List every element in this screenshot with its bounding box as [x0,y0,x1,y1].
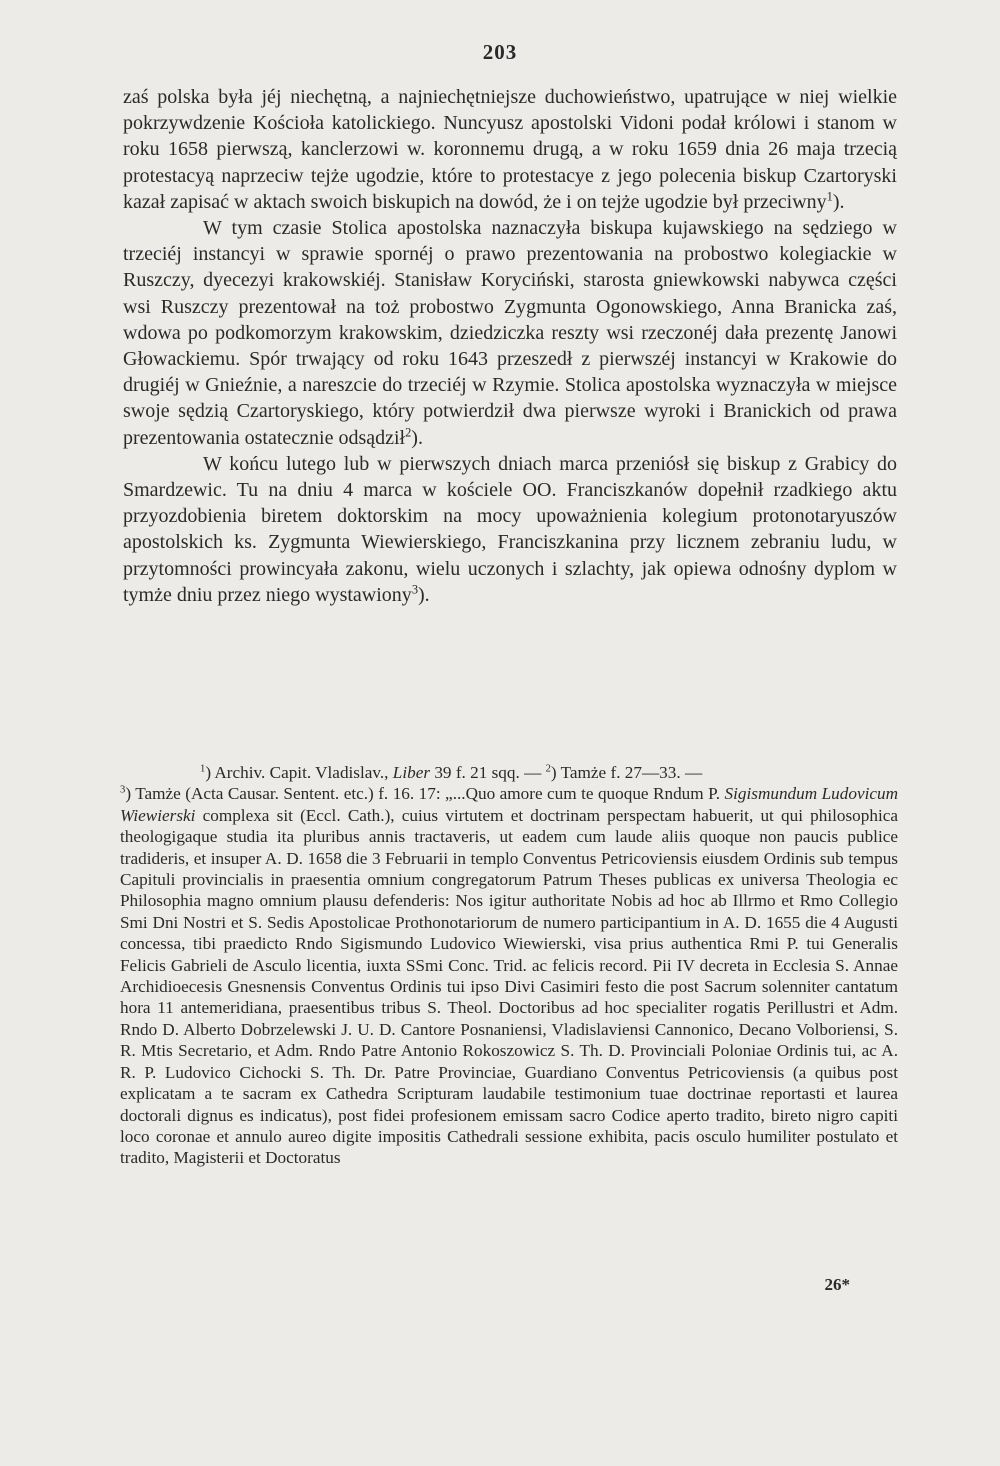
signature-mark: 26* [824,1275,850,1294]
footnote-ref-1[interactable]: 1 [826,189,833,204]
footnote-ref-2[interactable]: 2 [405,424,412,439]
footnote-text: ) Tamże (Acta Causar. Sentent. etc.) f. 16. 17: „...Quo amore cum te quoque Rndum P. [125,784,725,804]
footnote-mark-1: 1 [200,763,206,775]
paragraph-text: W tym czasie Stolica apostolska naznaczyła biskupa kujawskiego na sędziego w trzeciéj instancyi w sprawie spornéj o prawo prezentowania na probostwo kolegiackie w Ruszczy, dyecezyi krakowskiéj. Stanisław Koryciński, starosta gniewkowski nabywca części wsi Ruszczy prezentował na toż probostwo Zygmunta Ogonowskiego, Anna Branicka zaś, wdowa po podkomorzym krakowskim, dziedziczka reszty wsi rzeczonéj dała prezentę Janowi Głowackiemu. Spór trwający od roku 1643 przeszedł z pierwszéj instancyi w Krakowie do drugiéj w Gnieźnie, a nareszcie do trzeciéj w Rzymie. Stolica apostolska wyznaczyła w miejsce swoje sędzią Czartoryskiego, który potwierdził dwa pierwsze wyroki i Branickich od prawa prezentowania ostatecznie odsądził [123,217,897,449]
paragraph-text: W końcu lutego lub w pierwszych dniach marca przeniósł się biskup z Grabicy do Smardzewic. Tu na dniu 4 marca w kościele OO. Franciszkanów dopełnił rzadkiego aktu przyozdobienia biretem doktorskim na mocy upoważnienia kolegium protonotaryuszów apostolskich ks. Zygmunta Wiewierskiego, Franciszkanina przy licznem zebraniu ludu, w przytomności prowincyała zakonu, wielu uczonych i szlachty, jak opiewa odnośny dyplom w tymże dniu przez niego wystawiony [123,452,897,606]
footnote-mark-3: 3 [120,784,126,796]
paragraph-tail: ). [418,583,430,606]
paragraph-1 [123,84,897,215]
paragraph-text: zaś polska była jéj niechętną, a najniechętniejsze duchowieństwo, upatrujące w niej wielkie pokrzywdzenie Kościoła katolickiego. Nuncyusz apostolski Vidoni podał królowi i stanom w roku 1658 pierwszą, kanclerzowi w. koronnemu drugą, a w roku 1659 dnia 26 maja trzecią protestacyą naprzeciw tejże ugodzie, które to protestacye z jego polecenia biskup Czartoryski kazał zapisać w aktach swoich biskupich na dowód, że i on tejże ugodzie był przeciwny [123,86,897,213]
footnote-italic: Liber [392,763,431,782]
main-text [123,84,897,608]
footnote-text: ) Tamże f. 27—33. — [550,763,703,782]
page-number: 203 [482,40,518,64]
paragraph-3 [123,451,897,608]
footnote-text: ) Archiv. Capit. Vladislav., [205,763,393,782]
footnote-text: complexa sit (Eccl. Cath.), cuius virtutem et doctrinam perspectam habuerit, ut qui philosophica theologigaque studia ita pluribus annis tractaveris, ut eadem cum laude aliis quoque non paucis publice tradideris, et insuper A. D. 1658 die 3 Februarii in templo Conventus Petricoviensis eiusdem Ordinis sub tempus Capituli provincialis in praesentia omnium congregatorum Patrum Theses publicas ex universa Theologia ec Philosophia magno omnium plausu defenderis: Nos igitur authoritate Nobis ad hoc ab Illrmo et Rmo Collegio Smi Dni Nostri et S. Sedis Apostolicae Prothonotariorum de numero participantium in A. D. 1655 die 4 Augusti concessa, tibi praedicto Rndo Sigismundo Ludovico Wiewierski, visa prius authentica Rmi P. tui Generalis Felicis Gabrieli de Asculo licentia, iuxta SSmi Conc. Trid. ac felicis record. Pii IV decreta in Ecclesia S. Annae Archidioecesis Gnesnensis Conventus Ordinis tui ipso Divi Casimiri festo die post Sacrum solenniter cantatum hora 11 antemeridiana, praesentibus tribus S. Theol. Doctoribus ad hoc specialiter rogatis Perillustri et Adm. Rndo D. Alberto Dobrzelewski J. U. D. Cantore Posnaniensi, Vladislaviensi Cannonico, Decano Volboriensi, S. R. Mtis Secretario, et Adm. Rndo Patre Antonio Rokoszowicz S. Th. D. Provinciali Poloniae Ordinis tui, ac A. R. P. Ludovico Cichocki S. Th. Dr. Patre Provinciae, Guardiano Conventus Petricoviensis (a quibus post explicatam a te sacram ex Cathedra Scripturam laudabile testimonium tuae doctrinae reportasti et laurea doctorali dignus es indicatus), post fidei profesionem emissam sacro Codice aperto tradito, bireto nigro capiti loco coronae et annulo aureo digite impositis Cathedrali sessione exhibita, pacis osculo humiliter postulato et tradito, Magisterii et Doctoratus [120,805,898,1168]
footnote-1-2 [120,762,898,783]
footnote-mark-2: 2 [545,763,551,775]
paragraph-tail: ). [832,190,845,213]
paragraph-tail: ). [411,426,423,449]
paragraph-2 [123,215,897,451]
footnote-ref-3[interactable]: 3 [411,582,419,597]
footnote-text: 39 f. 21 sqq. — [430,763,546,782]
footnote-italic: Sigismundum Ludovicum Wiewierski [120,784,898,825]
footnotes [120,762,898,1169]
footnote-3 [120,783,898,1168]
